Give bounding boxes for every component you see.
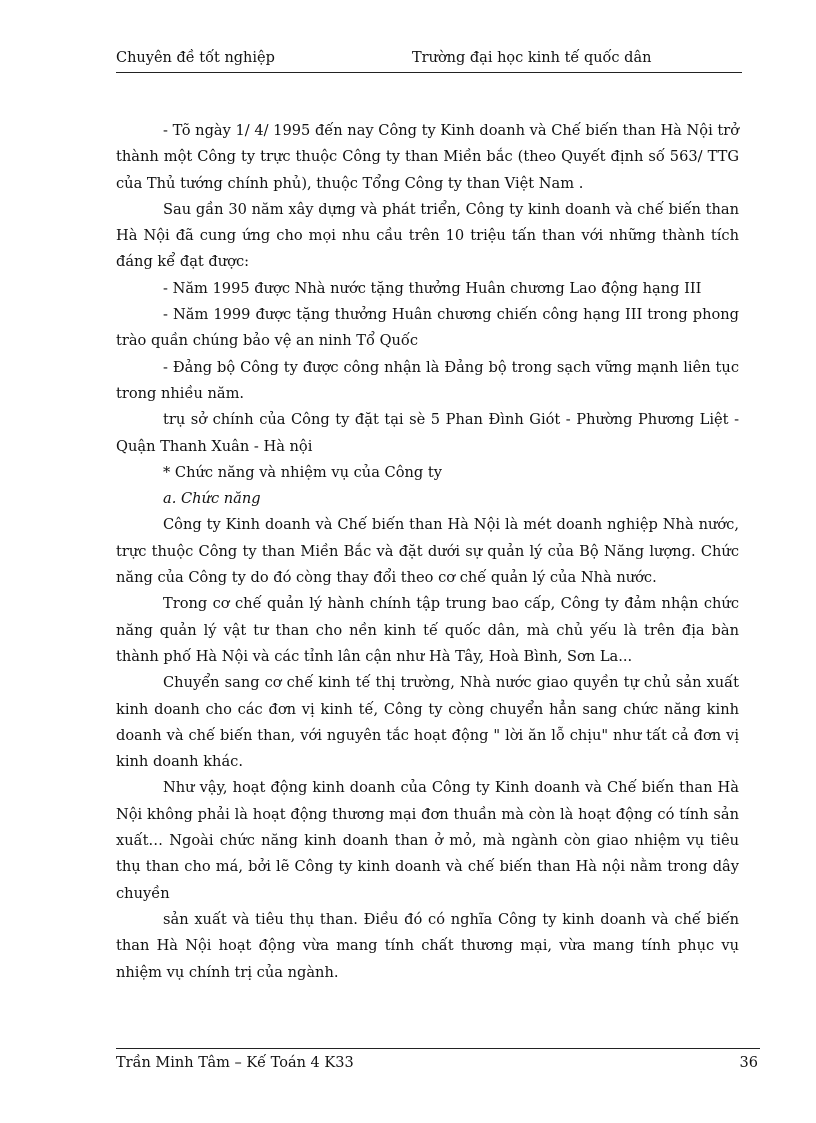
footer-author: Trần Minh Tâm – Kế Toán 4 K33 <box>116 1055 354 1071</box>
paragraph: sản xuất và tiêu thụ than. Điều đó có nghĩa Công ty kinh doanh và chế biến than Hà Nội hoạt động vừa mang tính chất thương mại, vừa mang tính phục vụ nhiệm vụ chính trị của ngành. <box>116 910 739 981</box>
section-heading: * Chức năng và nhiệm vụ của Công ty <box>163 463 442 481</box>
page-number: 36 <box>739 1055 758 1071</box>
paragraph: Chuyển sang cơ chế kinh tế thị trường, Nhà nước giao quyền tự chủ sản xuất kinh doanh cho các đơn vị kinh tế, Công ty còng chuyển hẳn sang chức năng kinh doanh và chế biến than, với nguyên tắc hoạt động " lời ăn lỗ chịu" như tất cả đơn vị kinh doanh khác. <box>116 674 739 771</box>
paragraph: - Năm 1999 được tặng thưởng Huân chương chiến công hạng III trong phong trào quần chúng bảo vệ an ninh Tổ Quốc <box>116 306 739 350</box>
paragraph: trụ sở chính của Công ty đặt tại sè 5 Phan Đình Giót - Phường Phương Liệt - Quận Thanh Xuân - Hà nội <box>116 411 739 455</box>
paragraph: Như vậy, hoạt động kinh doanh của Công ty Kinh doanh và Chế biến than Hà Nội không phải là hoạt động thương mại đơn thuần mà còn là hoạt động có tính sản xuất… Ngoài chức năng kinh doanh than ở mỏ, mà ngành còn giao nhiệm vụ tiêu thụ than cho má, bởi lẽ Công ty kinh doanh và chế biến than Hà nội nằm trong dây chuyền <box>116 779 739 902</box>
header-right-title: Trường đại học kinh tế quốc dân <box>412 50 652 66</box>
paragraph: Công ty Kinh doanh và Chế biến than Hà Nội là mét doanh nghiệp Nhà nước, trực thuộc Công ty than Miền Bắc và đặt dưới sự quản lý của Bộ Năng lượng. Chức năng của Công ty do đó còng thay đổi theo cơ chế quản lý của Nhà nước. <box>116 516 739 587</box>
page-footer <box>116 1048 760 1079</box>
paragraph: - Đảng bộ Công ty được công nhận là Đảng bộ trong sạch vững mạnh liên tục trong nhiều năm. <box>116 358 739 402</box>
paragraph: - Tõ ngày 1/ 4/ 1995 đến nay Công ty Kinh doanh và Chế biến than Hà Nội trở thành một Công ty trực thuộc Công ty than Miền bắc (theo Quyết định số 563/ TTG của Thủ tướng chính phủ), thuộc Tổng Công ty than Việt Nam . <box>116 122 739 192</box>
paragraph: Trong cơ chế quản lý hành chính tập trung bao cấp, Công ty đảm nhận chức năng quản lý vật tư than cho nền kinh tế quốc dân, mà chủ yếu là trên địa bàn thành phố Hà Nội và các tỉnh lân cận như Hà Tây, Hoà Bình, Sơn La... <box>116 595 739 665</box>
page-header <box>116 50 742 73</box>
paragraph: - Năm 1995 được Nhà nước tặng thưởng Huân chương Lao động hạng III <box>163 279 702 297</box>
subsection-heading: a. Chức năng <box>163 490 261 508</box>
header-left-title: Chuyên đề tốt nghiệp <box>116 50 275 66</box>
paragraph: Sau gần 30 năm xây dựng và phát triển, Công ty kinh doanh và chế biến than Hà Nội đã cung ứng cho mọi nhu cầu trên 10 triệu tấn than với những thành tích đáng kể đạt được: <box>116 200 739 271</box>
body-text <box>116 118 739 986</box>
